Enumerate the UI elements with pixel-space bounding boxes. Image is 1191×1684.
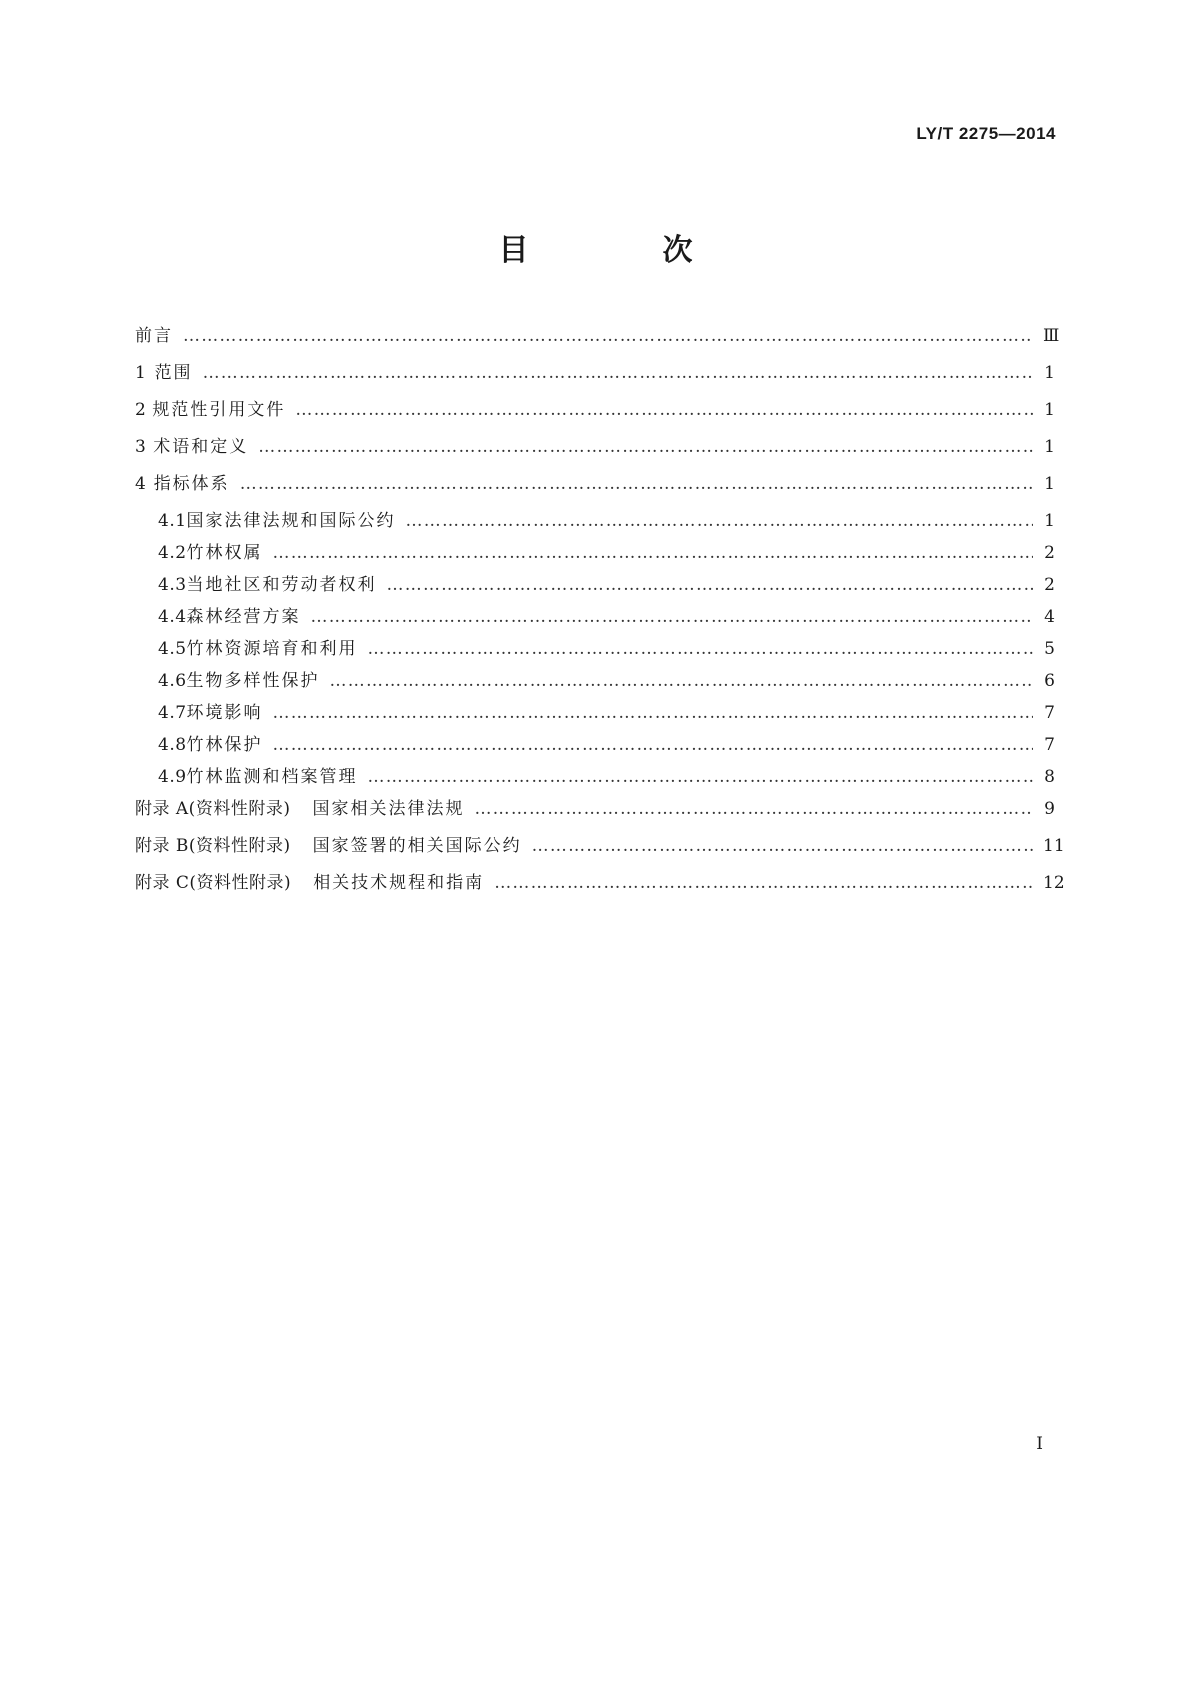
toc-entry-page: 7: [1044, 735, 1055, 755]
toc-leader-dots: [532, 835, 1033, 857]
toc-leader-dots: [295, 399, 1033, 421]
toc-entry-number: 2: [135, 400, 147, 420]
toc-entry-page: 9: [1044, 799, 1055, 819]
toc-entry-appendix-b[interactable]: [135, 835, 1065, 857]
toc-entry-label: 当地社区和劳动者权利: [186, 575, 377, 595]
toc-leader-dots: [258, 436, 1033, 458]
toc-entry-4-7[interactable]: [135, 702, 1055, 724]
toc-entry-appendix-a[interactable]: [135, 798, 1055, 820]
toc-leader-dots: [240, 473, 1033, 495]
toc-entry-label: 指标体系: [153, 474, 230, 494]
toc-entry-label: 国家签署的相关国际公约: [312, 836, 522, 856]
toc-entry-4-5[interactable]: [135, 638, 1055, 660]
page-title: 目 次: [498, 233, 745, 268]
toc-entry-label: 国家法律法规和国际公约: [186, 511, 396, 531]
toc-entry-number: 4.8: [158, 735, 187, 755]
toc-entry-page: 1: [1044, 400, 1055, 420]
toc-entry-page: 1: [1044, 511, 1055, 531]
toc-entry-number: 附录 B(资料性附录): [135, 836, 291, 856]
page-number: I: [1036, 1434, 1043, 1454]
toc-leader-dots: [203, 362, 1033, 384]
toc-leader-dots: [330, 670, 1033, 692]
toc-entry-page: 1: [1044, 363, 1055, 383]
toc-entry-page: 1: [1044, 437, 1055, 457]
toc-entry-1[interactable]: [135, 362, 1055, 384]
toc-entry-4-1[interactable]: [135, 510, 1055, 532]
toc-entry-number: 附录 C(资料性附录): [135, 873, 292, 893]
toc-entry-page: Ⅲ: [1043, 326, 1060, 346]
toc-leader-dots: [273, 702, 1033, 724]
toc-entry-label: 规范性引用文件: [152, 400, 286, 420]
toc-leader-dots: [273, 734, 1033, 756]
toc-entry-4-8[interactable]: [135, 734, 1055, 756]
toc-entry-label: 竹林资源培育和利用: [186, 639, 358, 659]
toc-leader-dots: [474, 798, 1033, 820]
toc-entry-number: 附录 A(资料性附录): [135, 799, 291, 819]
toc-leader-dots: [368, 766, 1033, 788]
toc-entry-label: 范围: [154, 363, 193, 383]
toc-entry-page: 6: [1044, 671, 1055, 691]
toc-entry-number: 4.5: [158, 639, 187, 659]
table-of-contents: [135, 325, 1065, 909]
toc-entry-4-3[interactable]: [135, 574, 1055, 596]
toc-entry-3[interactable]: [135, 436, 1055, 458]
toc-entry-page: 4: [1044, 607, 1055, 627]
toc-leader-dots: [311, 606, 1033, 628]
toc-entry-4-6[interactable]: [135, 670, 1055, 692]
toc-leader-dots: [494, 872, 1033, 894]
toc-entry-4-9[interactable]: [135, 766, 1055, 788]
toc-leader-dots: [273, 542, 1033, 564]
toc-leader-dots: [387, 574, 1033, 596]
toc-entry-number: 4.1: [158, 511, 187, 531]
toc-entry-label: 前言: [135, 326, 173, 346]
toc-entry-number: 4.9: [158, 767, 187, 787]
toc-entry-page: 2: [1044, 543, 1055, 563]
toc-entry-label: 森林经营方案: [186, 607, 301, 627]
toc-entry-4-2[interactable]: [135, 542, 1055, 564]
toc-entry-page: 8: [1044, 767, 1055, 787]
toc-entry-foreword[interactable]: [135, 325, 1060, 347]
toc-entry-page: 12: [1043, 873, 1065, 893]
toc-entry-label: 术语和定义: [153, 437, 249, 457]
toc-entry-page: 5: [1044, 639, 1055, 659]
toc-entry-label: 国家相关法律法规: [312, 799, 465, 819]
toc-leader-dots: [406, 510, 1033, 532]
toc-leader-dots: [183, 325, 1033, 347]
toc-entry-number: 4.3: [158, 575, 187, 595]
toc-entry-page: 1: [1044, 474, 1055, 494]
toc-leader-dots: [368, 638, 1033, 660]
toc-entry-label: 环境影响: [186, 703, 263, 723]
toc-entry-label: 竹林监测和档案管理: [186, 767, 358, 787]
toc-entry-4[interactable]: [135, 473, 1055, 495]
toc-entry-label: 生物多样性保护: [186, 671, 320, 691]
toc-entry-label: 竹林保护: [186, 735, 263, 755]
toc-entry-number: 4.4: [158, 607, 187, 627]
toc-entry-number: 4.7: [158, 703, 187, 723]
toc-entry-number: 1: [135, 363, 147, 383]
toc-entry-number: 4: [135, 474, 147, 494]
toc-entry-4-4[interactable]: [135, 606, 1055, 628]
toc-entry-number: 4.2: [158, 543, 187, 563]
toc-entry-number: 3: [135, 437, 147, 457]
toc-entry-page: 11: [1043, 836, 1065, 856]
toc-entry-page: 7: [1044, 703, 1055, 723]
toc-entry-2[interactable]: [135, 399, 1055, 421]
standard-code: LY/T 2275—2014: [916, 124, 1056, 143]
toc-entry-label: 竹林权属: [186, 543, 263, 563]
toc-entry-appendix-c[interactable]: [135, 872, 1065, 894]
toc-entry-label: 相关技术规程和指南: [313, 873, 485, 893]
toc-entry-page: 2: [1044, 575, 1055, 595]
toc-entry-number: 4.6: [158, 671, 187, 691]
